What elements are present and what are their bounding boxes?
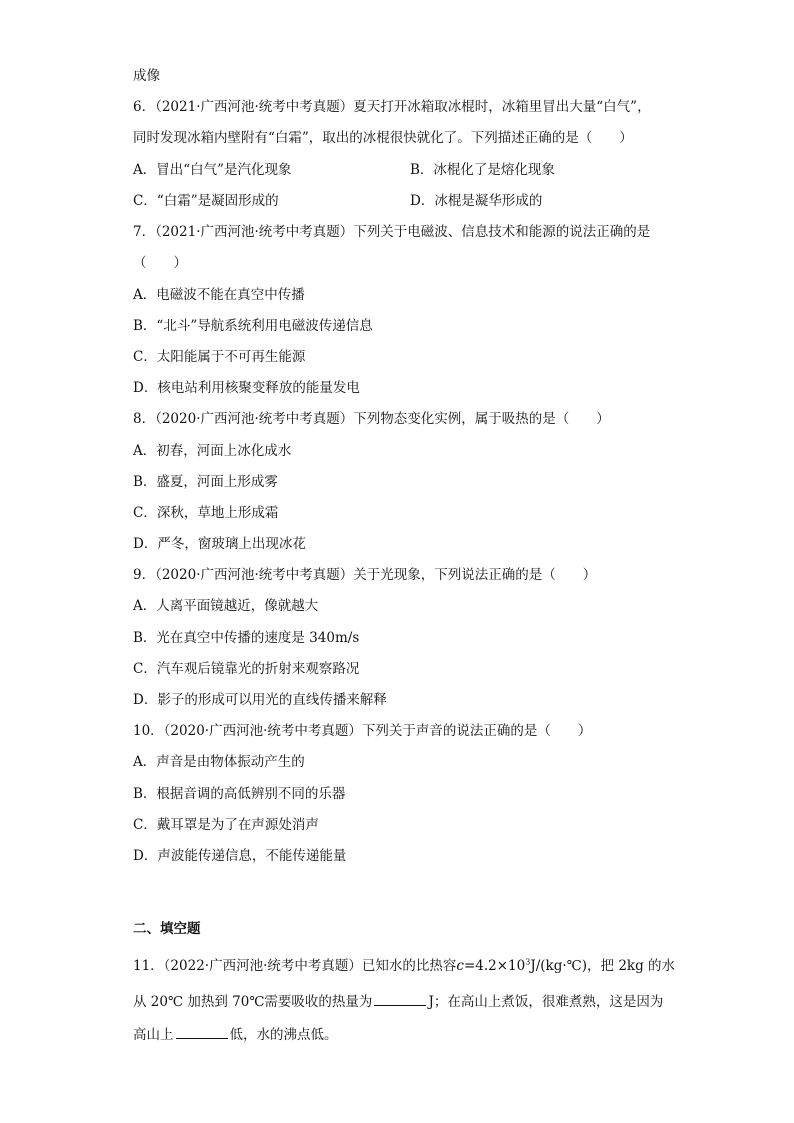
question-11-line3 — [133, 1024, 338, 1044]
question-9-option-d: D．影子的形成可以用光的直线传播来解释 — [133, 692, 387, 708]
question-10-option-c: C．戴耳罩是为了在声源处消声 — [133, 817, 319, 833]
specific-heat-unit: J/(kg·℃)，把 2kg 的水 — [530, 958, 676, 974]
question-11-line2 — [133, 991, 663, 1011]
question-7-option-b: B．“北斗”导航系统利用电磁波传递信息 — [133, 318, 373, 334]
question-9-option-a: A．人离平面镜越近，像就越大 — [133, 598, 319, 614]
question-7-option-a: A．电磁波不能在真空中传播 — [133, 287, 305, 303]
question-11-line2-suffix: J；在高山上煮饭，很难煮熟，这是因为 — [428, 994, 664, 1010]
answer-blank-heat[interactable] — [374, 991, 426, 1006]
specific-heat-symbol: c — [456, 958, 464, 974]
question-9-option-c: C．汽车观后镜靠光的折射来观察路况 — [133, 661, 360, 677]
question-11-line2-prefix: 从 20℃ 加热到 70℃需要吸收的热量为 — [133, 994, 373, 1010]
question-7-option-d: D．核电站利用核聚变释放的能量发电 — [133, 380, 360, 396]
question-11-line3-prefix: 高山上 — [133, 1027, 174, 1043]
question-8-stem: 8．（2020·广西河池·统考中考真题）下列物态变化实例，属于吸热的是（ ） — [133, 411, 610, 427]
question-8-option-c: C．深秋，草地上形成霜 — [133, 505, 279, 521]
question-9-stem: 9．（2020·广西河池·统考中考真题）关于光现象，下列说法正确的是（ ） — [133, 567, 597, 583]
question-11-line3-suffix: 低，水的沸点低。 — [229, 1027, 338, 1043]
question-7-stem-line1: 7．（2021·广西河池·统考中考真题）下列关于电磁波、信息技术和能源的说法正确的是 — [133, 224, 651, 240]
question-10-option-d: D．声波能传递信息，不能传递能量 — [133, 848, 347, 864]
question-8-option-b: B．盛夏，河面上形成雾 — [133, 474, 278, 490]
specific-heat-exponent: 3 — [525, 957, 531, 967]
question-9-option-b: B．光在真空中传播的速度是 340m/s — [133, 630, 360, 646]
section-heading-fill-in: 二、填空题 — [133, 921, 201, 937]
question-6-option-b: B．冰棍化了是熔化现象 — [410, 162, 555, 178]
question-6-option-c: C．“白霜”是凝固形成的 — [133, 193, 279, 209]
question-10-stem: 10．（2020·广西河池·统考中考真题）下列关于声音的说法正确的是（ ） — [133, 723, 592, 739]
specific-heat-value: =4.2×10 — [463, 958, 526, 974]
question-10-option-b: B．根据音调的高低辨别不同的乐器 — [133, 786, 346, 802]
answer-blank-pressure[interactable] — [176, 1024, 228, 1039]
question-6-stem-line1: 6．（2021·广西河池·统考中考真题）夏天打开冰箱取冰棍时，冰箱里冒出大量“白气”， — [133, 99, 651, 115]
continuation-text: 成像 — [133, 68, 160, 84]
question-11-line1 — [133, 957, 675, 975]
question-10-option-a: A．声音是由物体振动产生的 — [133, 754, 305, 770]
question-8-option-d: D．严冬，窗玻璃上出现冰花 — [133, 536, 306, 552]
question-6-stem-line2: 同时发现冰箱内壁附有“白霜”，取出的冰棍很快就化了。下列描述正确的是（ ） — [133, 130, 633, 146]
question-8-option-a: A．初春，河面上冰化成水 — [133, 443, 292, 459]
question-7-option-c: C．太阳能属于不可再生能源 — [133, 349, 306, 365]
question-6-option-a: A．冒出“白气”是汽化现象 — [133, 162, 292, 178]
question-7-stem-line2: （ ） — [133, 255, 187, 271]
question-6-option-d: D．冰棍是凝华形成的 — [410, 193, 543, 209]
question-11-prefix: 11．（2022·广西河池·统考中考真题）已知水的比热容 — [133, 958, 457, 974]
